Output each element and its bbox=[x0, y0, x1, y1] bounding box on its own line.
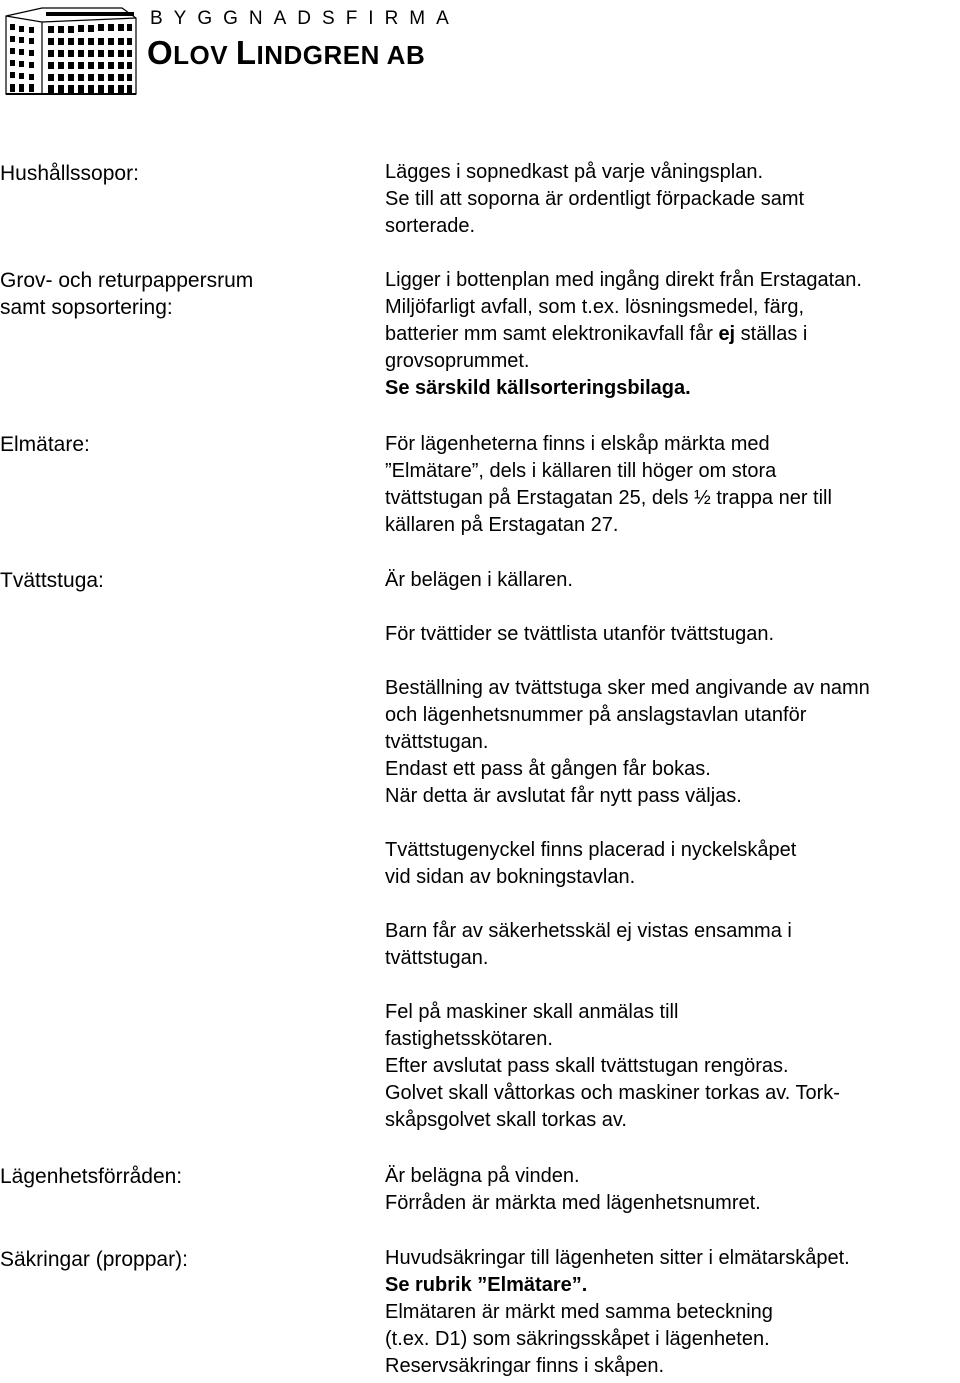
text-tvattstuga: Är belägen i källaren. För tvättider se tvättlista utanför tvättstugan. Beställning av tvättstuga sker med angivande av namn och lägenhetsnummer på anslagstavlan utanför tvättstugan. Endast ett pass åt gången får bokas. När detta är avslutat får nytt pass väljas. Tvättstugenyckel finns placerad i nyckelskåpet vid sidan av bokningstavlan. Barn får av säkerhetsskäl ej vistas ensamma i tvättstugan. Fel på maskiner skall anmälas till fastighetsskötaren. Efter avslutat pass skall tvättstugan rengöras. Golvet skall våttorkas och maskiner torkas av. Tork- skåpsgolvet skall torkas av. bbox=[385, 569, 870, 1131]
building-logo-icon bbox=[2, 2, 140, 96]
label-grovsoprum: Grov- och returpappersrum samt sopsortering: bbox=[0, 269, 254, 319]
letterhead bbox=[0, 0, 960, 100]
label-lagenhetsforrad: Lägenhetsförråden: bbox=[0, 1165, 183, 1188]
firm-type: BYGGNADSFIRMA bbox=[150, 8, 460, 29]
label-tvattstuga: Tvättstuga: bbox=[0, 569, 104, 592]
text-elmatare: För lägenheterna finns i elskåp märkta med ”Elmätare”, dels i källaren till höger om stora tvättstugan på Erstagatan 25, dels ½ trappa ner till källaren på Erstagatan 27. bbox=[385, 433, 832, 536]
label-sakringar: Säkringar (proppar): bbox=[0, 1248, 188, 1271]
label-elmatare: Elmätare: bbox=[0, 433, 90, 456]
kallsortering-notice: Se särskild källsorteringsbilaga. bbox=[385, 377, 691, 399]
firm-name: OLOV LINDGREN AB bbox=[147, 34, 426, 71]
text-grovsoprum: Ligger i bottenplan med ingång direkt från Erstagatan. Miljöfarligt avfall, som t.ex. lösningsmedel, färg, batterier mm samt elektronikavfall får ej ställas i grovsoprummet. Se särskild källsorteringsbilaga. bbox=[385, 267, 960, 402]
text-sakringar: Huvudsäkringar till lägenheten sitter i elmätarskåpet. Se rubrik ”Elmätare”. Elmätaren är märkt med samma beteckning (t.ex. D1) som säkringsskåpet i lägenheten. Reservsäkringar finns i skåpen. bbox=[385, 1247, 850, 1377]
label-hushallssopor: Hushållssopor: bbox=[0, 162, 139, 185]
text-hushallssopor: Lägges i sopnedkast på varje våningsplan. Se till att soporna är ordentligt förpackade samt sorterade. bbox=[385, 161, 805, 237]
text-lagenhetsforrad: Är belägna på vinden. Förråden är märkta med lägenhetsnumret. bbox=[385, 1165, 761, 1214]
